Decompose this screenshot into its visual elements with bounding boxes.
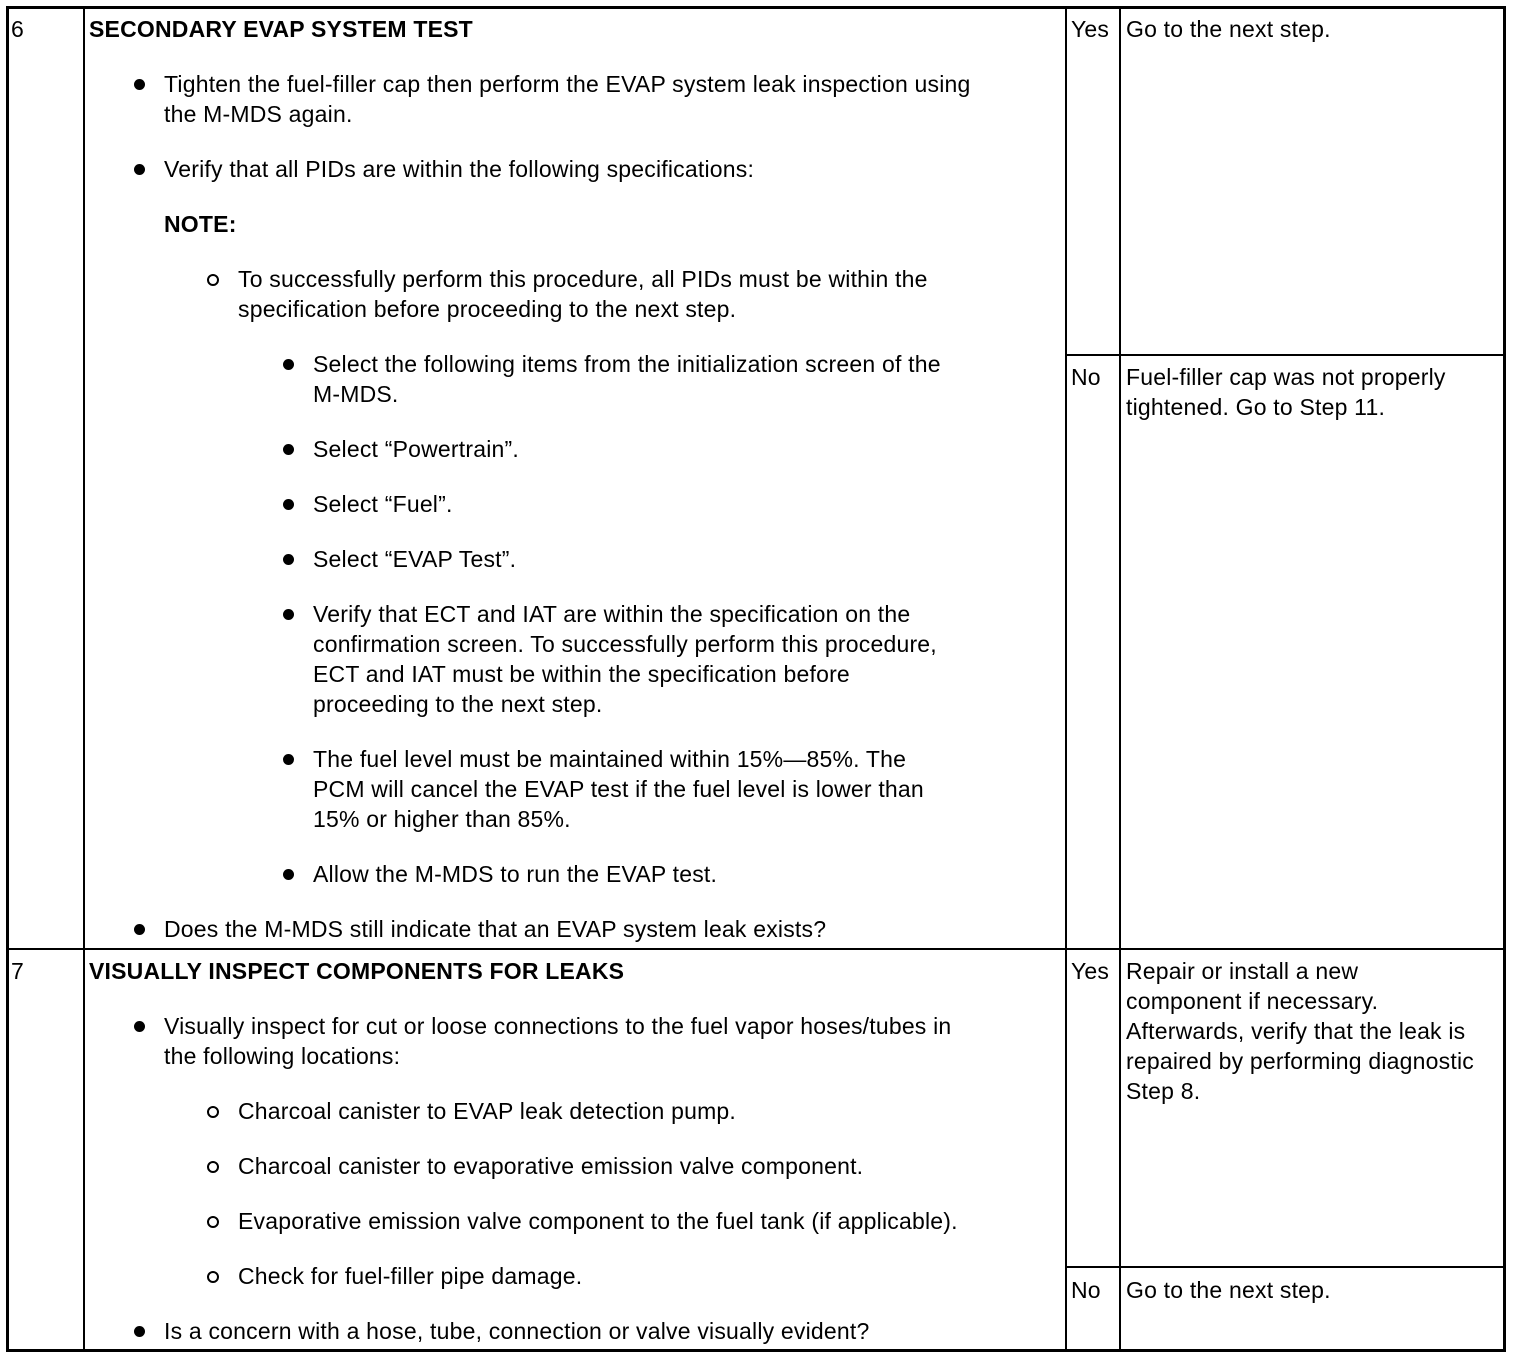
note-label: NOTE:: [164, 211, 237, 237]
bullet-icon: [283, 444, 294, 455]
yes-no-divider-6: [1065, 354, 1503, 356]
step-title-6: SECONDARY EVAP SYSTEM TEST: [89, 16, 473, 42]
sub-bullet-icon: [207, 1161, 219, 1173]
instruction-text: the following locations:: [164, 1043, 401, 1069]
no-action-6: tightened. Go to Step 11.: [1126, 394, 1386, 420]
yes-action-7: repaired by performing diagnostic: [1126, 1048, 1474, 1074]
col-divider-step: [83, 9, 85, 1349]
bullet-icon: [283, 554, 294, 565]
no-label-7: No: [1071, 1277, 1101, 1303]
location-text: Charcoal canister to evaporative emission valve component.: [238, 1153, 864, 1179]
sub-bullet-icon: [207, 274, 219, 286]
bullet-icon: [283, 609, 294, 620]
sub-step-text: 15% or higher than 85%.: [313, 806, 571, 832]
sub-step-text: Allow the M-MDS to run the EVAP test.: [313, 861, 718, 887]
no-action-7: Go to the next step.: [1126, 1277, 1331, 1303]
yes-action-6: Go to the next step.: [1126, 16, 1331, 42]
col-divider-result: [1119, 9, 1121, 1349]
bullet-icon: [134, 1326, 145, 1337]
sub-bullet-icon: [207, 1106, 219, 1118]
yes-label-6: Yes: [1071, 16, 1110, 42]
sub-bullet-icon: [207, 1216, 219, 1228]
col-divider-action: [1065, 9, 1067, 1349]
step-number-6: 6: [11, 16, 24, 42]
instruction-text: Verify that all PIDs are within the following specifications:: [164, 156, 755, 182]
instruction-text: the M-MDS again.: [164, 101, 353, 127]
sub-step-text: ECT and IAT must be within the specification before: [313, 661, 850, 687]
no-action-6: Fuel-filler cap was not properly: [1126, 364, 1446, 390]
sub-step-text: M-MDS.: [313, 381, 399, 407]
step-title-7: VISUALLY INSPECT COMPONENTS FOR LEAKS: [89, 958, 625, 984]
note-text: specification before proceeding to the next step.: [238, 296, 737, 322]
instruction-text: Visually inspect for cut or loose connections to the fuel vapor hoses/tubes in: [164, 1013, 952, 1039]
sub-step-text: confirmation screen. To successfully perform this procedure,: [313, 631, 937, 657]
bullet-icon: [134, 164, 145, 175]
yes-action-7: Afterwards, verify that the leak is: [1126, 1018, 1466, 1044]
row-divider: [9, 948, 1503, 950]
sub-step-text: Verify that ECT and IAT are within the specification on the: [313, 601, 911, 627]
sub-step-text: Select “Fuel”.: [313, 491, 453, 517]
location-text: Evaporative emission valve component to the fuel tank (if applicable).: [238, 1208, 958, 1234]
location-text: Charcoal canister to EVAP leak detection pump.: [238, 1098, 737, 1124]
bullet-icon: [283, 869, 294, 880]
note-text: To successfully perform this procedure, all PIDs must be within the: [238, 266, 928, 292]
sub-step-text: Select “EVAP Test”.: [313, 546, 517, 572]
yes-label-7: Yes: [1071, 958, 1110, 984]
step-number-7: 7: [11, 958, 24, 984]
question-text: Is a concern with a hose, tube, connection or valve visually evident?: [164, 1318, 870, 1344]
bullet-icon: [134, 924, 145, 935]
sub-step-text: proceeding to the next step.: [313, 691, 603, 717]
no-label-6: No: [1071, 364, 1101, 390]
sub-step-text: Select the following items from the initialization screen of the: [313, 351, 941, 377]
yes-action-7: Step 8.: [1126, 1078, 1201, 1104]
bullet-icon: [283, 499, 294, 510]
sub-step-text: Select “Powertrain”.: [313, 436, 519, 462]
yes-no-divider-7: [1065, 1266, 1503, 1268]
location-text: Check for fuel-filler pipe damage.: [238, 1263, 583, 1289]
bullet-icon: [283, 359, 294, 370]
sub-bullet-icon: [207, 1271, 219, 1283]
yes-action-7: Repair or install a new: [1126, 958, 1359, 984]
sub-step-text: PCM will cancel the EVAP test if the fuel level is lower than: [313, 776, 924, 802]
yes-action-7: component if necessary.: [1126, 988, 1379, 1014]
bullet-icon: [283, 754, 294, 765]
question-text: Does the M-MDS still indicate that an EVAP system leak exists?: [164, 916, 827, 942]
bullet-icon: [134, 1021, 145, 1032]
instruction-text: Tighten the fuel-filler cap then perform the EVAP system leak inspection using: [164, 71, 971, 97]
sub-step-text: The fuel level must be maintained within 15%—85%. The: [313, 746, 907, 772]
bullet-icon: [134, 79, 145, 90]
